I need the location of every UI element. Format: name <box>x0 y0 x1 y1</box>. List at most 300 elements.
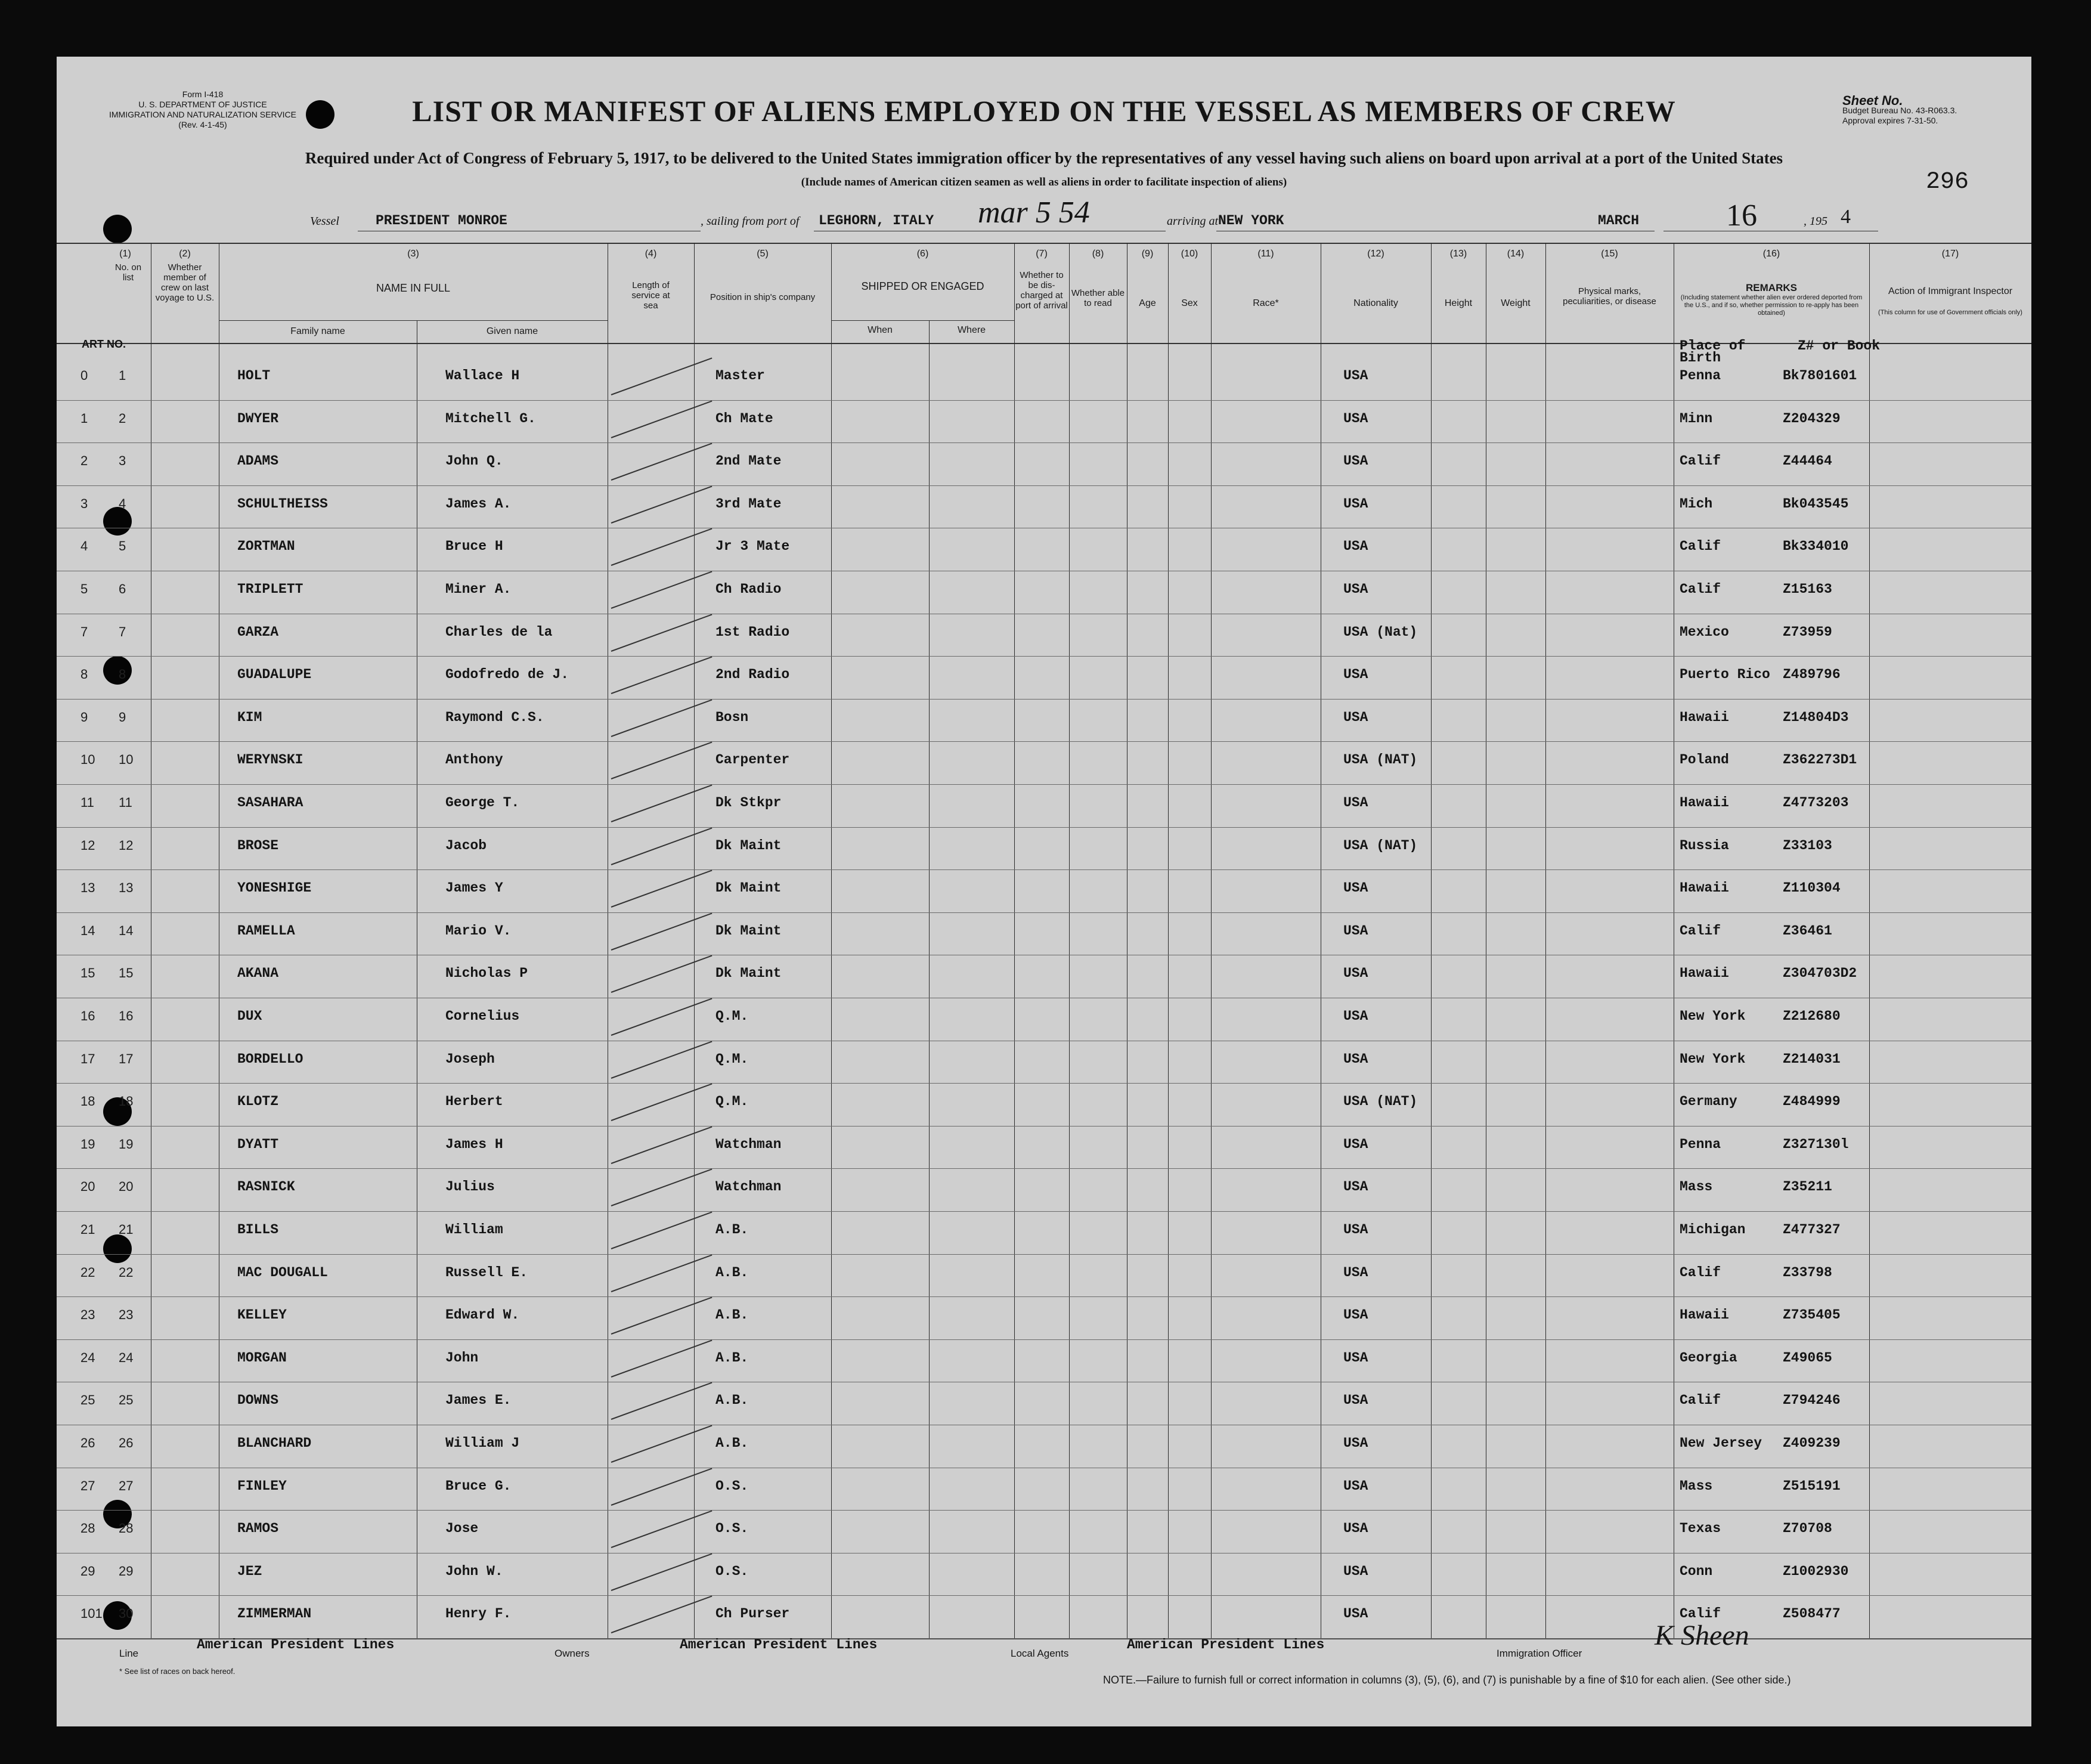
col-num-2: (2) <box>179 249 191 259</box>
family-name: ZORTMAN <box>237 539 295 555</box>
seaman-document-number: Z110304 <box>1783 880 1841 896</box>
length-of-service-tick <box>611 827 713 865</box>
position: Q.M. <box>715 1051 749 1067</box>
crew-list-number: 24 <box>119 1350 134 1365</box>
crew-list-number: 14 <box>119 923 134 938</box>
seaman-document-number: Z212680 <box>1783 1008 1841 1024</box>
seaman-document-number: Z794246 <box>1783 1392 1841 1409</box>
seaman-document-number: Z304703D2 <box>1783 965 1857 982</box>
line-value: American President Lines <box>197 1637 395 1652</box>
sailing-from-label: , sailing from port of <box>701 215 800 228</box>
length-of-service-tick <box>611 912 713 950</box>
family-name: AKANA <box>237 965 279 982</box>
col-header-weight: Weight <box>1501 298 1531 308</box>
place-of-birth: Calif <box>1680 1392 1721 1409</box>
family-name: KIM <box>237 709 262 725</box>
remarks-head-doc: Z# or Book <box>1798 338 1881 354</box>
art-number: 27 <box>80 1478 95 1493</box>
family-name: WERYNSKI <box>237 752 303 768</box>
place-of-birth: Hawaii <box>1680 795 1729 810</box>
col-num-13: (13) <box>1449 249 1467 259</box>
place-of-birth: Hawaii <box>1680 880 1729 896</box>
family-name: DOWNS <box>237 1392 279 1409</box>
sheet-number-label: Sheet No. <box>1842 93 1903 108</box>
position: O.S. <box>715 1478 749 1494</box>
seaman-document-number: Z214031 <box>1783 1051 1841 1067</box>
col-num-1: (1) <box>119 249 131 259</box>
given-name: William <box>445 1222 503 1237</box>
crew-list-number: 1 <box>119 368 126 383</box>
seaman-document-number: Z362273D1 <box>1783 752 1857 768</box>
art-number: 0 <box>80 368 88 383</box>
seaman-document-number: Z73959 <box>1783 624 1832 640</box>
nationality: USA <box>1343 1136 1368 1152</box>
col-header-physical-marks: Physical marks, peculiarities, or disease <box>1563 286 1656 307</box>
crew-list-number: 5 <box>119 539 126 554</box>
crew-list-number: 2 <box>119 410 126 426</box>
nationality: USA <box>1343 496 1368 512</box>
seaman-document-number: Z735405 <box>1783 1307 1841 1323</box>
col-header-inspector-note: (This column for use of Government officials only) <box>1878 309 2022 316</box>
service-name: IMMIGRATION AND NATURALIZATION SERVICE <box>109 110 296 119</box>
position: A.B. <box>715 1435 749 1451</box>
length-of-service-tick <box>611 1211 713 1249</box>
given-name: John Q. <box>445 453 503 469</box>
given-name: Miner A. <box>445 581 512 597</box>
art-number: 3 <box>80 496 88 511</box>
nationality: USA <box>1343 1392 1368 1409</box>
manifest-sheet <box>57 57 2031 1726</box>
length-of-service-tick <box>611 614 713 651</box>
family-name: SASAHARA <box>237 795 303 810</box>
place-of-birth: Calif <box>1680 539 1721 555</box>
given-name: Anthony <box>445 752 503 768</box>
seaman-document-number: Z49065 <box>1783 1350 1832 1366</box>
place-of-birth: Calif <box>1680 923 1721 939</box>
position: A.B. <box>715 1222 749 1237</box>
place-of-birth: Calif <box>1680 1264 1721 1280</box>
place-of-birth: Penna <box>1680 368 1721 383</box>
art-number: 29 <box>80 1563 95 1579</box>
given-name: James A. <box>445 496 512 512</box>
officer-signature: K Sheen <box>1655 1620 1749 1651</box>
col-header-inspector-action: Action of Immigrant Inspector <box>1888 286 2013 296</box>
length-of-service-tick <box>611 1553 713 1590</box>
nationality: USA <box>1343 923 1368 939</box>
place-of-birth: Mass <box>1680 1179 1713 1195</box>
length-of-service-tick <box>611 1126 713 1163</box>
position: Bosn <box>715 709 749 725</box>
art-number: 2 <box>80 453 88 469</box>
family-name: HOLT <box>237 368 271 383</box>
col-header-no-on-list: No. on list <box>114 262 142 283</box>
given-name: Herbert <box>445 1094 503 1110</box>
given-name: Julius <box>445 1179 495 1195</box>
position: O.S. <box>715 1563 749 1579</box>
col-header-family-name: Family name <box>290 326 345 336</box>
approval-line: Approval expires 7-31-50. <box>1842 116 1938 125</box>
position: Q.M. <box>715 1094 749 1110</box>
crew-list-number: 26 <box>119 1435 134 1450</box>
crew-list-number: 16 <box>119 1008 134 1023</box>
family-name: MAC DOUGALL <box>237 1264 328 1280</box>
arrival-month: MARCH <box>1598 213 1640 228</box>
length-of-service-tick <box>611 998 713 1035</box>
position: Watchman <box>715 1136 782 1152</box>
position: A.B. <box>715 1264 749 1280</box>
art-number: 22 <box>80 1264 95 1280</box>
art-number: 14 <box>80 923 95 938</box>
crew-list-number: 7 <box>119 624 126 639</box>
given-name: Wallace H <box>445 368 520 383</box>
seaman-document-number: Z70708 <box>1783 1521 1832 1537</box>
art-number: 24 <box>80 1350 95 1365</box>
given-name: Jose <box>445 1521 479 1537</box>
seaman-document-number: Z508477 <box>1783 1606 1841 1622</box>
year-prefix: , 195 <box>1804 215 1827 228</box>
length-of-service-tick <box>611 400 713 438</box>
col-header-when: When <box>868 325 893 335</box>
position: Dk Maint <box>715 923 782 939</box>
seaman-document-number: Z484999 <box>1783 1094 1841 1110</box>
nationality: USA (NAT) <box>1343 1094 1418 1110</box>
length-of-service-tick <box>611 1425 713 1462</box>
art-number: 7 <box>80 624 88 639</box>
crew-list-number: 9 <box>119 709 126 725</box>
port-of-departure: LEGHORN, ITALY <box>819 213 934 228</box>
family-name: ZIMMERMAN <box>237 1606 312 1622</box>
punch-hole <box>103 1234 132 1263</box>
seaman-document-number: Z15163 <box>1783 581 1832 597</box>
family-name: ADAMS <box>237 453 279 469</box>
col-num-12: (12) <box>1367 249 1384 259</box>
art-number: 15 <box>80 965 95 981</box>
crew-list-number: 23 <box>119 1307 134 1323</box>
seaman-document-number: Z409239 <box>1783 1435 1841 1451</box>
crew-list-number: 11 <box>119 795 132 810</box>
given-name: James E. <box>445 1392 512 1409</box>
length-of-service-tick <box>611 571 713 608</box>
crew-list-number: 28 <box>119 1521 134 1536</box>
place-of-birth: Mich <box>1680 496 1713 512</box>
crew-list-number: 8 <box>119 667 126 682</box>
col-num-4: (4) <box>645 249 657 259</box>
crew-list-number: 13 <box>119 880 134 896</box>
given-name: Charles de la <box>445 624 553 640</box>
seaman-document-number: Z1002930 <box>1783 1563 1849 1579</box>
nationality: USA <box>1343 453 1368 469</box>
position: Ch Purser <box>715 1606 790 1622</box>
length-of-service-tick <box>611 1169 713 1206</box>
col-header-able-to-read: Whether able to read <box>1071 288 1125 308</box>
given-name: Joseph <box>445 1051 495 1067</box>
family-name: KLOTZ <box>237 1094 279 1110</box>
given-name: Raymond C.S. <box>445 709 544 725</box>
length-of-service-tick <box>611 742 713 779</box>
art-number: 5 <box>80 581 88 596</box>
position: Ch Mate <box>715 410 773 426</box>
form-subtitle: Required under Act of Congress of February 5, 1917, to be delivered to the United States immigration officer by the representatives of any vessel having such aliens on board upon arrival at a port of the United States <box>305 149 1783 167</box>
nationality: USA <box>1343 1307 1368 1323</box>
crew-list-number: 20 <box>119 1179 134 1194</box>
col-header-remarks-note: (Including statement whether alien ever ordered deported from the U.S., and if so, whether permission to re-apply has been obtained) <box>1680 294 1863 317</box>
given-name: William J <box>445 1435 520 1451</box>
col-header-race: Race* <box>1253 298 1279 308</box>
local-agents-label: Local Agents <box>1011 1648 1069 1659</box>
place-of-birth: Mass <box>1680 1478 1713 1494</box>
place-of-birth: Hawaii <box>1680 709 1729 725</box>
col-num-3: (3) <box>407 249 419 259</box>
place-of-birth: Texas <box>1680 1521 1721 1537</box>
stamped-page-number: 296 <box>1926 169 1969 196</box>
family-name: DUX <box>237 1008 262 1024</box>
seaman-document-number: Z204329 <box>1783 410 1841 426</box>
place-of-birth: New York <box>1680 1051 1746 1067</box>
given-name: Cornelius <box>445 1008 520 1024</box>
line-label: Line <box>119 1648 139 1659</box>
nationality: USA <box>1343 1606 1368 1622</box>
place-of-birth: Poland <box>1680 752 1729 768</box>
given-name: John <box>445 1350 479 1366</box>
art-number: 4 <box>80 539 88 554</box>
position: 2nd Radio <box>715 667 790 683</box>
col-header-sex: Sex <box>1181 298 1198 308</box>
given-name: Russell E. <box>445 1264 528 1280</box>
length-of-service-tick <box>611 443 713 481</box>
seaman-document-number: Z4773203 <box>1783 795 1849 810</box>
nationality: USA <box>1343 410 1368 426</box>
nationality: USA <box>1343 1222 1368 1237</box>
place-of-birth: Conn <box>1680 1563 1713 1579</box>
art-number: 17 <box>80 1051 95 1066</box>
port-of-arrival: NEW YORK <box>1218 213 1284 228</box>
place-of-birth: Hawaii <box>1680 965 1729 982</box>
length-of-service-tick <box>611 1511 713 1548</box>
art-number: 20 <box>80 1179 95 1194</box>
col-num-10: (10) <box>1181 249 1198 259</box>
seaman-document-number: Z35211 <box>1783 1179 1832 1195</box>
form-number: Form I-418 <box>182 89 224 99</box>
position: Dk Stkpr <box>715 795 782 810</box>
col-num-11: (11) <box>1257 249 1274 259</box>
family-name: BORDELLO <box>237 1051 303 1067</box>
nationality: USA <box>1343 1350 1368 1366</box>
place-of-birth: New Jersey <box>1680 1435 1762 1451</box>
place-of-birth: Germany <box>1680 1094 1737 1110</box>
nationality: USA <box>1343 368 1368 383</box>
seaman-document-number: Bk043545 <box>1783 496 1849 512</box>
nationality: USA <box>1343 795 1368 810</box>
col-num-7: (7) <box>1036 249 1048 259</box>
col-num-16: (16) <box>1762 249 1780 259</box>
crew-list-number: 10 <box>119 752 134 768</box>
budget-bureau-line: Budget Bureau No. 43-R063.3. <box>1842 106 1957 115</box>
art-number: 26 <box>80 1435 95 1450</box>
place-of-birth: New York <box>1680 1008 1746 1024</box>
position: Master <box>715 368 765 383</box>
vessel-label: Vessel <box>310 215 339 228</box>
crew-list-number: 30 <box>119 1606 134 1621</box>
col-num-6: (6) <box>916 249 929 259</box>
seaman-document-number: Bk334010 <box>1783 539 1849 555</box>
col-header-last-voyage: Whether member of crew on last voyage to U.S. <box>155 262 215 303</box>
punch-hole <box>103 656 132 685</box>
seaman-document-number: Z515191 <box>1783 1478 1841 1494</box>
family-name: KELLEY <box>237 1307 287 1323</box>
position: 2nd Mate <box>715 453 782 469</box>
position: O.S. <box>715 1521 749 1537</box>
local-agents-value: American President Lines <box>1127 1637 1325 1652</box>
art-number: 8 <box>80 667 88 682</box>
seaman-document-number: Z33798 <box>1783 1264 1832 1280</box>
place-of-birth: Michigan <box>1680 1222 1746 1237</box>
crew-list-number: 12 <box>119 837 134 853</box>
position: 1st Radio <box>715 624 790 640</box>
family-name: RASNICK <box>237 1179 295 1195</box>
nationality: USA <box>1343 539 1368 555</box>
crew-list-number: 19 <box>119 1136 134 1152</box>
seaman-document-number: Z44464 <box>1783 453 1832 469</box>
crew-list-number: 21 <box>119 1222 134 1237</box>
col-header-shipped-or-engaged: SHIPPED OR ENGAGED <box>861 280 984 292</box>
art-no-label: ART NO. <box>82 338 126 350</box>
col-num-17: (17) <box>1941 249 1959 259</box>
nationality: USA (NAT) <box>1343 752 1418 768</box>
given-name: Henry F. <box>445 1606 512 1622</box>
family-name: SCHULTHEISS <box>237 496 328 512</box>
art-number: 23 <box>80 1307 95 1323</box>
place-of-birth: Calif <box>1680 1606 1721 1622</box>
family-name: MORGAN <box>237 1350 287 1366</box>
col-header-length-of-service: Length of service at sea <box>631 280 670 311</box>
crew-list-number: 25 <box>119 1392 134 1408</box>
form-subnote: (Include names of American citizen seamen as well as aliens in order to facilitate inspection of aliens) <box>801 176 1287 188</box>
races-note: * See list of races on back hereof. <box>119 1667 236 1676</box>
family-name: YONESHIGE <box>237 880 312 896</box>
nationality: USA <box>1343 1478 1368 1494</box>
nationality: USA <box>1343 1563 1368 1579</box>
art-number: 18 <box>80 1094 95 1109</box>
col-header-nationality: Nationality <box>1353 298 1398 308</box>
col-header-discharged: Whether to be dis-charged at port of arrival <box>1015 270 1068 311</box>
position: Watchman <box>715 1179 782 1195</box>
position: Dk Maint <box>715 880 782 896</box>
remarks-head-place: Place of <box>1680 338 1746 354</box>
place-of-birth: Penna <box>1680 1136 1721 1152</box>
position: Ch Radio <box>715 581 782 597</box>
col-header-where: Where <box>957 325 986 335</box>
length-of-service-tick <box>611 1468 713 1505</box>
position: 3rd Mate <box>715 496 782 512</box>
family-name: RAMELLA <box>237 923 295 939</box>
nationality: USA (Nat) <box>1343 624 1418 640</box>
family-name: DWYER <box>237 410 279 426</box>
arriving-label: arriving at <box>1167 215 1219 228</box>
col-header-name-in-full: NAME IN FULL <box>376 282 451 294</box>
nationality: USA <box>1343 1008 1368 1024</box>
form-revision: (Rev. 4-1-45) <box>178 120 227 129</box>
position: A.B. <box>715 1307 749 1323</box>
given-name: Godofredo de J. <box>445 667 569 683</box>
place-of-birth: Calif <box>1680 453 1721 469</box>
family-name: TRIPLETT <box>237 581 303 597</box>
art-number: 101 <box>80 1606 103 1621</box>
length-of-service-tick <box>611 1254 713 1292</box>
position: Dk Maint <box>715 965 782 982</box>
family-name: RAMOS <box>237 1521 279 1537</box>
given-name: Mario V. <box>445 923 512 939</box>
nationality: USA (NAT) <box>1343 837 1418 853</box>
position: Jr 3 Mate <box>715 539 790 555</box>
nationality: USA <box>1343 709 1368 725</box>
art-number: 25 <box>80 1392 95 1408</box>
given-name: Mitchell G. <box>445 410 536 426</box>
length-of-service-tick <box>611 357 713 395</box>
col-header-height: Height <box>1444 298 1473 308</box>
nationality: USA <box>1343 581 1368 597</box>
nationality: USA <box>1343 1051 1368 1067</box>
art-number: 12 <box>80 837 95 853</box>
punch-hole <box>103 215 132 243</box>
family-name: BROSE <box>237 837 279 853</box>
form-title: LIST OR MANIFEST OF ALIENS EMPLOYED ON THE VESSEL AS MEMBERS OF CREW <box>412 94 1676 128</box>
family-name: JEZ <box>237 1563 262 1579</box>
given-name: Jacob <box>445 837 487 853</box>
position: Dk Maint <box>715 837 782 853</box>
length-of-service-tick <box>611 1084 713 1121</box>
art-number: 13 <box>80 880 95 896</box>
place-of-birth: Hawaii <box>1680 1307 1729 1323</box>
col-header-position: Position in ship's company <box>710 292 816 302</box>
art-number: 11 <box>80 795 94 810</box>
immigration-officer-label: Immigration Officer <box>1497 1648 1582 1659</box>
art-number: 28 <box>80 1521 95 1536</box>
nationality: USA <box>1343 880 1368 896</box>
crew-list-number: 18 <box>119 1094 134 1109</box>
art-number: 10 <box>80 752 95 768</box>
crew-list-number: 27 <box>119 1478 134 1493</box>
col-num-14: (14) <box>1507 249 1525 259</box>
crew-list-number: 4 <box>119 496 126 511</box>
seaman-document-number: Z477327 <box>1783 1222 1841 1237</box>
family-name: BILLS <box>237 1222 279 1237</box>
length-of-service-tick <box>611 1382 713 1420</box>
sheet-box <box>1842 95 1957 126</box>
seaman-document-number: Bk7801601 <box>1783 368 1857 383</box>
crew-list-number: 15 <box>119 965 134 981</box>
crew-list-number: 17 <box>119 1051 134 1066</box>
nationality: USA <box>1343 1179 1368 1195</box>
length-of-service-tick <box>611 699 713 736</box>
nationality: USA <box>1343 1264 1368 1280</box>
col-num-15: (15) <box>1601 249 1618 259</box>
family-name: GUADALUPE <box>237 667 312 683</box>
handwritten-arrival-day: 16 <box>1726 199 1757 233</box>
place-of-birth: Georgia <box>1680 1350 1737 1366</box>
nationality: USA <box>1343 965 1368 982</box>
length-of-service-tick <box>611 1297 713 1335</box>
crew-list-number: 22 <box>119 1264 134 1280</box>
given-name: George T. <box>445 795 520 810</box>
place-of-birth: Mexico <box>1680 624 1729 640</box>
family-name: FINLEY <box>237 1478 287 1494</box>
given-name: Bruce H <box>445 539 503 555</box>
length-of-service-tick <box>611 1339 713 1377</box>
place-of-birth: Minn <box>1680 410 1713 426</box>
crew-list-number: 29 <box>119 1563 134 1579</box>
col-header-given-name: Given name <box>486 326 538 336</box>
family-name: DYATT <box>237 1136 279 1152</box>
